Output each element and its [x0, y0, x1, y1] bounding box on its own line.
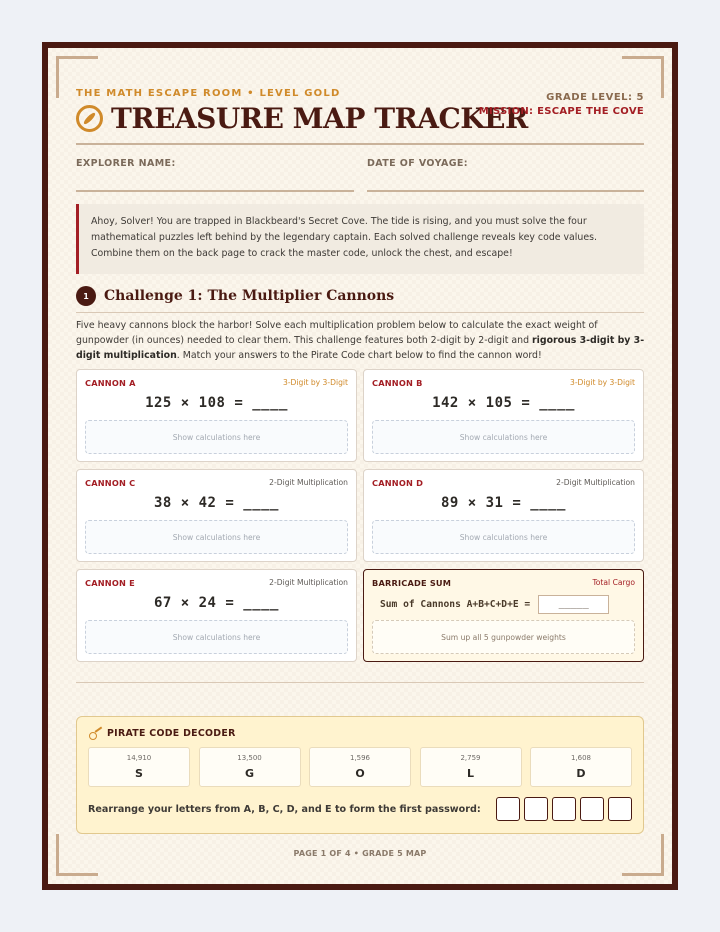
sum-label: Sum of Cannons A+B+C+D+E =	[380, 599, 531, 610]
challenge-title: Challenge 1: The Multiplier Cannons	[104, 288, 395, 304]
card-tag: 2-Digit Multiplication	[269, 578, 348, 587]
card-name: CANNON D	[372, 478, 424, 488]
password-letter-box[interactable]	[580, 797, 604, 821]
password-prompt: Rearrange your letters from A, B, C, D, and E to form the first password:	[88, 804, 481, 815]
decoder-letter: L	[466, 767, 474, 780]
cannon-c-card	[76, 469, 357, 562]
page-footer: PAGE 1 OF 4 • GRADE 5 MAP	[293, 849, 427, 858]
decoder-title: PIRATE CODE DECODER	[107, 728, 236, 739]
decoder-cells	[88, 747, 632, 787]
multiplication-problem: 125 × 108 = ____	[145, 395, 288, 411]
calculation-area[interactable]: Show calculations here	[372, 520, 635, 554]
date-of-voyage-field[interactable]	[367, 190, 644, 192]
challenge-desc-part: . Match your answers to the Pirate Code chart below to find the cannon word!	[176, 350, 542, 361]
decoder-number: 14,910	[126, 754, 152, 762]
decoder-number: 2,759	[460, 754, 481, 762]
sum-calculation-area[interactable]: Sum up all 5 gunpowder weights	[372, 620, 635, 654]
compass-icon	[76, 105, 103, 132]
sum-answer-box[interactable]: _____	[538, 595, 609, 614]
decoder-cell	[199, 747, 301, 787]
explorer-name-label: EXPLORER NAME:	[76, 158, 176, 169]
card-name: CANNON A	[85, 378, 136, 388]
password-boxes	[496, 797, 632, 821]
pirate-code-decoder	[76, 716, 644, 834]
challenge-divider	[76, 312, 644, 313]
key-icon	[89, 729, 103, 739]
decoder-letter: G	[244, 767, 255, 780]
calculation-area[interactable]: Show calculations here	[85, 420, 348, 454]
sum-row	[380, 595, 609, 614]
decoder-cell	[420, 747, 522, 787]
card-name: CANNON C	[85, 478, 136, 488]
calculation-area[interactable]: Show calculations here	[85, 620, 348, 654]
decoder-letter: D	[576, 767, 586, 780]
section-divider	[76, 682, 644, 683]
multiplication-problem: 142 × 105 = ____	[432, 395, 575, 411]
multiplication-problem: 89 × 31 = ____	[440, 495, 566, 511]
decoder-cell	[88, 747, 190, 787]
challenge-desc-bold: rigorous 3-digit by 3-digit multiplication	[76, 335, 645, 361]
challenge-number-badge: 1	[76, 286, 96, 306]
card-tag: 2-Digit Multiplication	[556, 478, 635, 487]
challenge-description	[76, 318, 648, 363]
password-letter-box[interactable]	[524, 797, 548, 821]
calculation-area[interactable]: Show calculations here	[85, 520, 348, 554]
password-letter-box[interactable]	[552, 797, 576, 821]
barricade-sum-card	[363, 569, 644, 662]
cannon-d-card	[363, 469, 644, 562]
decoder-letter: S	[135, 767, 143, 780]
decoder-heading	[89, 728, 236, 739]
decoder-number: 13,500	[237, 754, 262, 762]
calculation-area[interactable]: Show calculations here	[372, 420, 635, 454]
intro-callout: Ahoy, Solver! You are trapped in Blackbeard's Secret Cove. The tide is rising, and you must solve the four mathematical puzzles left behind by the legendary captain. Each solved challenge reveals key code values. Combine them on the back page to crack the master code, unlock the chest, and escape!	[76, 204, 644, 274]
multiplication-problem: 38 × 42 = ____	[153, 495, 279, 511]
date-of-voyage-label: DATE OF VOYAGE:	[367, 158, 468, 169]
challenge-desc-part: Five heavy cannons block the harbor! Solve each multiplication problem below to calculate the exact weight of gunpowder (in ounces) needed to clear them. This challenge features both 2-digit by 2-digit and	[76, 320, 598, 346]
page-title: TREASURE MAP TRACKER	[111, 102, 528, 135]
cannon-b-card	[363, 369, 644, 462]
card-tag: Total Cargo	[592, 578, 635, 587]
card-tag: 3-Digit by 3-Digit	[569, 378, 635, 387]
card-name: CANNON B	[372, 378, 423, 388]
header-subtitle: THE MATH ESCAPE ROOM • LEVEL GOLD	[76, 88, 341, 99]
decoder-cell	[309, 747, 411, 787]
grade-level: GRADE LEVEL: 5	[546, 92, 644, 103]
decoder-cell	[530, 747, 632, 787]
mission-label: MISSION: ESCAPE THE COVE	[478, 106, 644, 117]
multiplication-problem: 67 × 24 = ____	[153, 595, 279, 611]
header-divider	[76, 143, 644, 145]
decoder-number: 1,596	[349, 754, 371, 762]
cannon-a-card	[76, 369, 357, 462]
card-tag: 2-Digit Multiplication	[269, 478, 348, 487]
decoder-number: 1,608	[570, 754, 592, 762]
password-letter-box[interactable]	[608, 797, 632, 821]
password-letter-box[interactable]	[496, 797, 520, 821]
cannon-e-card	[76, 569, 357, 662]
explorer-name-field[interactable]	[76, 190, 354, 192]
worksheet-page	[42, 42, 678, 890]
card-tag: 3-Digit by 3-Digit	[282, 378, 348, 387]
decoder-letter: O	[355, 767, 365, 780]
card-name: CANNON E	[85, 578, 135, 588]
challenge-heading	[76, 286, 394, 306]
card-name: BARRICADE SUM	[372, 578, 452, 588]
title-row	[76, 102, 528, 135]
